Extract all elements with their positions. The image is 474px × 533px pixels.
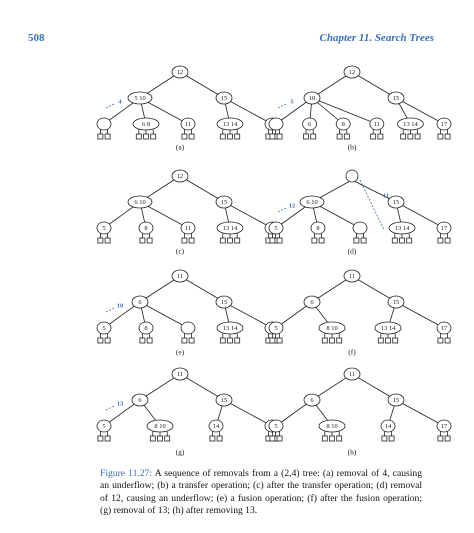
panel-b-external xyxy=(304,134,309,139)
panel-d-external xyxy=(277,238,282,243)
panel-c-root-node-label: 12 xyxy=(176,172,184,180)
panel-e-external xyxy=(235,338,240,343)
panel-g-external xyxy=(158,436,163,441)
panel-e-internal-node-label: 15 xyxy=(220,298,228,306)
panel-e-external xyxy=(98,338,103,343)
panel-d-leaf-node-label: 5 xyxy=(274,224,278,232)
panel-d-annotation: 12 xyxy=(288,202,296,210)
panel-a-external xyxy=(228,134,233,139)
panel-f-external xyxy=(378,338,383,343)
panel-f-leaf-node-label: 5 xyxy=(274,324,278,332)
panel-h-leaf-node-label: 14 xyxy=(384,422,392,430)
panel-f-leaf-node-label: 8 10 xyxy=(326,324,338,332)
panel-c-external xyxy=(147,238,152,243)
panel-f-internal-node-label: 15 xyxy=(392,298,400,306)
panel-e-external xyxy=(147,338,152,343)
panel-g-external xyxy=(210,436,215,441)
panel-h-external xyxy=(382,436,387,441)
panel-b-external xyxy=(445,134,450,139)
panel-h-root-node-label: 11 xyxy=(348,370,356,378)
panel-f-external xyxy=(270,338,275,343)
panel-a-external xyxy=(189,134,194,139)
panel-b-leaf-node-label: 8 xyxy=(341,120,345,128)
panel-g-label: (g) xyxy=(175,447,185,457)
panel-c-external xyxy=(182,238,187,243)
panel-h-internal-node-label: 6 xyxy=(310,396,314,404)
panel-e-leaf-node-label: 13 14 xyxy=(222,324,238,332)
panel-c-external xyxy=(235,238,240,243)
panel-e-external xyxy=(105,338,110,343)
panel-d-internal-node-label: 15 xyxy=(392,198,400,206)
panel-g-annotation: 13 xyxy=(116,400,124,408)
panel-f-edge xyxy=(396,302,444,328)
panel-e-external xyxy=(189,338,194,343)
panel-b-leaf-node-label: 13 14 xyxy=(403,120,418,128)
panel-h-external xyxy=(330,436,335,441)
page-number: 508 xyxy=(28,32,45,44)
panel-f-external xyxy=(337,338,342,343)
panel-b-external xyxy=(311,134,316,139)
panel-c-external xyxy=(140,238,145,243)
panel-g-external xyxy=(98,436,103,441)
panel-d-leaf-node-label: 17 xyxy=(440,224,448,232)
panel-e-root-node-label: 11 xyxy=(176,272,184,280)
panel-e-label: (e) xyxy=(175,347,185,357)
panel-h-leaf-node-label: 17 xyxy=(440,422,448,430)
figure-caption xyxy=(100,468,422,518)
panel-a-external xyxy=(182,134,187,139)
panel-e-external xyxy=(182,338,187,343)
panel-a-external xyxy=(144,134,149,139)
panel-d-annotation-arrow xyxy=(278,208,286,212)
panel-g-external xyxy=(165,436,170,441)
panel-d-leaf-node-label: 13 14 xyxy=(394,224,410,232)
panel-b-leaf-node-label: 17 xyxy=(440,120,448,128)
panel-c-leaf-node-label: 8 xyxy=(144,224,148,232)
panel-a-external xyxy=(136,134,141,139)
panel-h-label: (h) xyxy=(347,447,357,457)
panel-b-label: (b) xyxy=(347,142,357,152)
panel-c-external xyxy=(98,238,103,243)
panel-a-external xyxy=(151,134,156,139)
panel-c-label: (c) xyxy=(175,246,185,256)
panel-h-internal-node-label: 15 xyxy=(392,396,400,404)
panel-b-leaf-node-label: 11 xyxy=(373,120,380,128)
panel-g-external xyxy=(105,436,110,441)
panel-c-leaf-node-label: 13 14 xyxy=(222,224,238,232)
panel-d-internal-node-label: 6 10 xyxy=(306,198,318,206)
panel-c-external xyxy=(189,238,194,243)
panel-a-label: (a) xyxy=(175,142,185,152)
panel-d-external xyxy=(312,238,317,243)
panel-b-annotation: 5 xyxy=(290,98,294,106)
panel-c-external xyxy=(220,238,225,243)
panel-c-leaf-node-label: 5 xyxy=(102,224,106,232)
panel-c-external xyxy=(105,238,110,243)
panel-g-internal-node-label: 15 xyxy=(220,396,228,404)
panel-f-external xyxy=(277,338,282,343)
panel-a-internal-node-label: 5 10 xyxy=(134,94,146,102)
chapter-title: Chapter 11. Search Trees xyxy=(319,32,434,44)
panel-f-root-node-label: 11 xyxy=(348,272,356,280)
panel-b-external xyxy=(438,134,443,139)
panel-e-leaf-node-label: 5 xyxy=(102,324,106,332)
panel-d-leaf-node-label: 8 xyxy=(316,224,320,232)
panel-g-root-node-label: 11 xyxy=(176,370,184,378)
panel-c-internal-node-label: 6 10 xyxy=(134,198,146,206)
panel-f-leaf-node-label: 17 xyxy=(440,324,448,332)
panel-f-internal-node-label: 6 xyxy=(310,298,314,306)
panel-f-leaf-node-label: 13 14 xyxy=(380,324,396,332)
panel-c-leaf-node-label: 11 xyxy=(184,224,192,232)
panel-a-external xyxy=(98,134,103,139)
panel-g-internal-node-label: 6 xyxy=(138,396,142,404)
panel-b-leaf-node-label: 6 xyxy=(307,120,312,128)
panel-e-annotation: 10 xyxy=(116,302,124,310)
panel-b-annotation-arrow xyxy=(278,104,286,108)
panel-d-external xyxy=(438,238,443,243)
panel-c-external xyxy=(228,238,233,243)
panel-d-external xyxy=(319,238,324,243)
panel-d-external xyxy=(400,238,405,243)
panel-d-external xyxy=(392,238,397,243)
panel-d-leaf-node xyxy=(353,222,367,234)
panel-a-leaf-node-label: 6 8 xyxy=(141,120,151,128)
panel-a-leaf-node-label: 11 xyxy=(184,120,192,128)
panel-d-external xyxy=(407,238,412,243)
panel-e-external xyxy=(228,338,233,343)
panel-e-external xyxy=(220,338,225,343)
panel-g-leaf-node-label: 14 xyxy=(212,422,220,430)
panel-b-external xyxy=(344,134,349,139)
panel-h-external xyxy=(445,436,450,441)
panel-h-leaf-node-label: 8 10 xyxy=(326,422,338,430)
panel-a-external xyxy=(105,134,110,139)
panel-b-external xyxy=(408,134,413,139)
panel-h-edge xyxy=(396,400,444,426)
panel-d-root-node xyxy=(346,170,358,182)
panel-e-external xyxy=(140,338,145,343)
panel-h-external xyxy=(337,436,342,441)
panel-f-external xyxy=(445,338,450,343)
panel-f-external xyxy=(438,338,443,343)
panel-d-external xyxy=(445,238,450,243)
panel-a-external xyxy=(220,134,225,139)
panel-b-internal-node-label: 15 xyxy=(392,94,400,102)
panel-g-leaf-node-label: 8 10 xyxy=(154,422,166,430)
panel-g-edge xyxy=(224,400,272,426)
panel-a-leaf-node xyxy=(97,118,111,130)
panel-f-external xyxy=(386,338,391,343)
panel-f-label: (f) xyxy=(348,347,356,357)
panel-d-annotation-2: 11 xyxy=(382,192,390,200)
panel-e-internal-node-label: 6 xyxy=(138,298,142,306)
panel-b-external xyxy=(337,134,342,139)
panel-f-external xyxy=(330,338,335,343)
panel-g-external xyxy=(217,436,222,441)
panel-e-annotation-arrow xyxy=(106,308,114,312)
panel-b-external xyxy=(378,134,383,139)
panel-d-label: (d) xyxy=(347,246,357,256)
panel-b-external xyxy=(277,134,282,139)
panel-d-external xyxy=(354,238,359,243)
panel-b-external xyxy=(401,134,406,139)
panel-a-annotation: 4 xyxy=(118,98,122,106)
panel-f-external xyxy=(393,338,398,343)
panel-b-external xyxy=(371,134,376,139)
panel-b-root-node-label: 12 xyxy=(348,68,356,76)
panel-h-external xyxy=(438,436,443,441)
panel-a-annotation-arrow xyxy=(106,104,114,108)
panel-h-external xyxy=(277,436,282,441)
panel-f-external xyxy=(322,338,327,343)
caption-label: Figure 11.27: xyxy=(100,468,153,479)
panel-g-leaf-node-label: 5 xyxy=(102,422,106,430)
panel-b-external xyxy=(270,134,275,139)
panel-c-internal-node-label: 15 xyxy=(220,198,228,206)
panel-h-external xyxy=(270,436,275,441)
caption-text: A sequence of removals from a (2,4) tree: (a) removal of 4, causing an underflow; (b) a transfer operation; (c) after the transfer operation; (d) removal of 12, causing an underflow; (e) a fusion operation; (f) after the fusion operation; (g) removal of 13; (h) after removing 13. xyxy=(100,468,423,517)
panel-a-internal-node-label: 15 xyxy=(220,94,228,102)
panel-h-leaf-node-label: 5 xyxy=(274,422,278,430)
panel-d-external xyxy=(361,238,366,243)
panel-a-root-node-label: 12 xyxy=(176,68,184,76)
panel-b-external xyxy=(415,134,420,139)
panel-b-internal-node-label: 10 xyxy=(308,94,316,102)
panel-g-external xyxy=(150,436,155,441)
panel-h-external xyxy=(389,436,394,441)
panel-a-leaf-node-label: 13 14 xyxy=(222,120,238,128)
panel-a-external xyxy=(235,134,240,139)
panel-e-leaf-node-label: 8 xyxy=(144,324,148,332)
panel-e-leaf-node xyxy=(181,322,195,334)
panel-b-leaf-node xyxy=(269,118,283,130)
panel-d-external xyxy=(270,238,275,243)
panel-g-annotation-arrow xyxy=(106,406,114,410)
panel-h-external xyxy=(322,436,327,441)
